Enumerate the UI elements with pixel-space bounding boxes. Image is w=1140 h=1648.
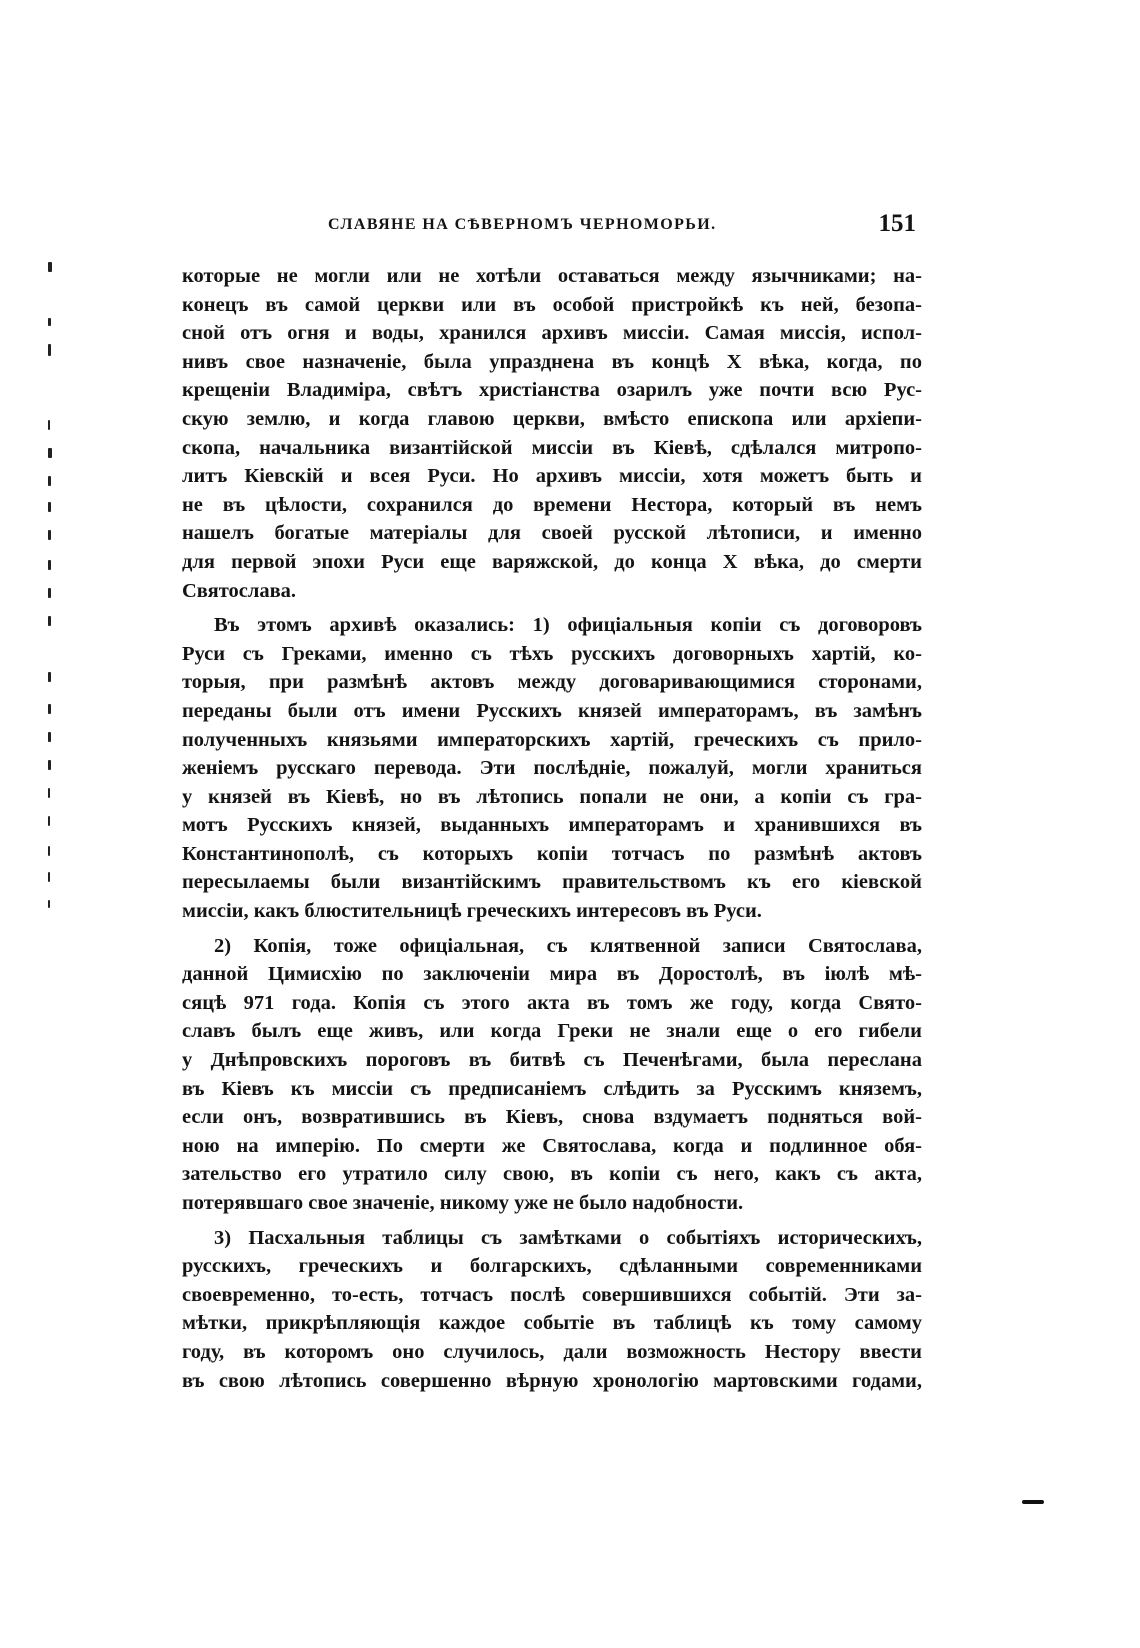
text-line: пересылаемы были византійскимъ правительствомъ къ его кіевской	[182, 871, 922, 894]
text-line: женіемъ русскаго перевода. Эти послѣдніе, пожалуй, могли храниться	[182, 757, 922, 780]
scan-margin-mark	[48, 872, 50, 882]
text-line: потерявшаго свое значеніе, никому уже не было надобности.	[182, 1192, 744, 1214]
scan-edge-dash	[1022, 1500, 1044, 1504]
text-line: году, въ которомъ оно случилось, дали возможность Нестору ввести	[182, 1340, 922, 1363]
text-line: если онъ, возвратившись въ Кіевъ, снова вздумаетъ подняться вой-	[182, 1106, 922, 1129]
text-line: которые не могли или не хотѣли оставаться между язычниками; на-	[182, 265, 922, 287]
text-line: торыя, при размѣнѣ актовъ между договаривающимися сторонами,	[182, 671, 922, 694]
text-line: славъ былъ еще живъ, или когда Греки не знали еще о его гибели	[182, 1020, 922, 1043]
text-line: скопа, начальника византійской миссіи въ Кіевѣ, сдѣлался митропо-	[182, 436, 922, 459]
scan-margin-mark	[48, 672, 51, 682]
scan-margin-mark	[48, 816, 50, 826]
scan-margin-mark	[48, 448, 52, 458]
scan-margin-mark	[48, 846, 50, 856]
text-line: зательство его утратило силу свою, въ копіи съ него, какъ съ акта,	[182, 1163, 922, 1186]
body-text	[182, 262, 922, 1395]
text-line: конецъ въ самой церкви или въ особой пристройкѣ къ ней, безопа-	[182, 293, 922, 316]
scan-margin-mark	[48, 588, 51, 598]
text-line: ною на имперію. По смерти же Святослава, когда и подлинное обя-	[182, 1134, 922, 1157]
text-line: мѣтки, прикрѣпляющія каждое событіе въ таблицѣ къ тому самому	[182, 1312, 922, 1335]
text-line: въ свою лѣтопись совершенно вѣрную хронологію мартовскими годами,	[182, 1369, 922, 1392]
text-line: Святослава.	[182, 579, 297, 602]
scan-margin-mark	[48, 476, 51, 486]
scan-margin-mark	[48, 616, 51, 626]
text-line: своевременно, то-есть, тотчасъ послѣ совершившихся событій. Эти за-	[182, 1283, 922, 1306]
text-line: русскихъ, греческихъ и болгарскихъ, сдѣланными современниками	[182, 1255, 922, 1278]
running-head: СЛАВЯНЕ НА СѢВЕРНОМЪ ЧЕРНОМОРЬИ.	[328, 216, 717, 233]
text-line: переданы были отъ имени Русскихъ князей императорамъ, въ замѣнъ	[182, 699, 922, 722]
text-line: мотъ Русскихъ князей, выданныхъ императорамъ и хранившихся въ	[182, 814, 922, 837]
scan-margin-mark	[48, 502, 51, 512]
scan-margin-mark	[48, 900, 50, 908]
text-line: нашелъ богатые матеріалы для своей русской лѣтописи, и именно	[182, 522, 922, 545]
paragraph-3	[182, 932, 922, 1218]
paragraph-4	[182, 1224, 922, 1396]
text-line: 2) Копія, тоже офиціальная, съ клятвенной записи Святослава,	[214, 934, 922, 957]
text-line: полученныхъ князьями императорскихъ хартій, греческихъ съ прило-	[182, 728, 922, 751]
text-line: нивъ свое назначеніе, была упразднена въ концѣ X вѣка, когда, по	[182, 350, 922, 373]
paragraph-2	[182, 611, 922, 926]
text-line: данной Цимисхію по заключеніи мира въ Доростолѣ, въ іюлѣ мѣ-	[182, 963, 922, 986]
text-line: Въ этомъ архивѣ оказались: 1) офиціальныя копіи съ договоровъ	[214, 614, 922, 637]
scan-margin-mark	[48, 788, 50, 798]
scan-margin-mark	[48, 262, 52, 272]
text-line: сяцѣ 971 года. Копія съ этого акта въ томъ же году, когда Свято-	[182, 991, 922, 1014]
text-line: миссіи, какъ блюстительницѣ греческихъ интересовъ въ Руси.	[182, 900, 762, 923]
scan-margin-mark	[48, 732, 51, 742]
text-line: не въ цѣлости, сохранился до времени Нестора, который въ немъ	[182, 493, 922, 516]
page-header	[180, 212, 920, 242]
scan-margin-mark	[48, 420, 50, 430]
scan-margin-mark	[48, 530, 51, 540]
scan-margin-mark	[48, 704, 51, 714]
text-line: литъ Кіевскій и всея Руси. Но архивъ миссіи, хотя можетъ быть и	[182, 465, 922, 488]
scan-margin-mark	[48, 560, 51, 570]
paragraph-1	[182, 262, 922, 605]
text-line: въ Кіевъ къ миссіи съ предписаніемъ слѣдить за Русскимъ княземъ,	[182, 1077, 922, 1100]
text-line: сной отъ огня и воды, хранился архивъ миссіи. Самая миссія, испол-	[182, 322, 922, 345]
page-number: 151	[878, 210, 916, 237]
scan-margin-mark	[48, 344, 51, 356]
text-line: у Днѣпровскихъ пороговъ въ битвѣ съ Печенѣгами, была переслана	[182, 1049, 922, 1072]
text-line: Константинополѣ, съ которыхъ копіи тотчасъ по размѣнѣ актовъ	[182, 842, 922, 865]
text-line: крещеніи Владиміра, свѣтъ христіанства озарилъ уже почти всю Рус-	[182, 379, 922, 402]
text-line: скую землю, и когда главою церкви, вмѣсто епископа или архіепи-	[182, 407, 922, 430]
scan-margin-mark	[48, 760, 51, 770]
text-line: 3) Пасхальныя таблицы съ замѣтками о событіяхъ историческихъ,	[214, 1226, 922, 1249]
scan-margin-mark	[48, 318, 51, 326]
text-line: у князей въ Кіевѣ, но въ лѣтопись попали не они, а копіи съ гра-	[182, 785, 922, 808]
text-line: Руси съ Греками, именно съ тѣхъ русскихъ договорныхъ хартій, ко-	[182, 642, 922, 665]
text-line: для первой эпохи Руси еще варяжской, до конца X вѣка, до смерти	[182, 550, 922, 573]
